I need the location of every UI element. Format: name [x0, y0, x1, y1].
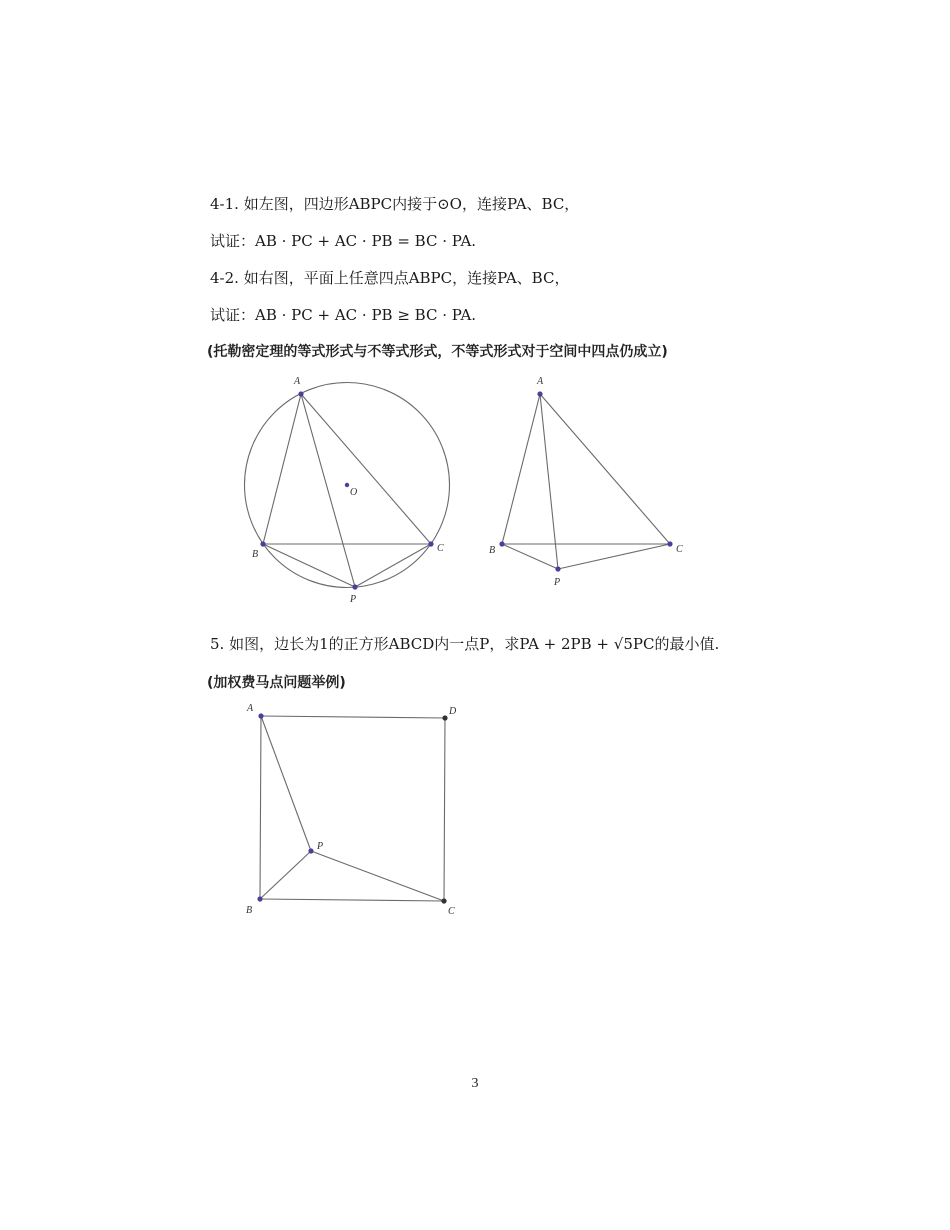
- point-C-2: [667, 541, 672, 546]
- label-D-3: D: [449, 706, 457, 717]
- ptolemy-note: (托勒密定理的等式形式与不等式形式，不等式形式对于空间中四点仍成立): [207, 344, 668, 360]
- problem-5-statement: 5. 如图，边长为1的正方形ABCD内一点P，求PA + 2PB + √5PC的最小值.: [210, 635, 720, 653]
- point-D-3: [442, 715, 447, 720]
- label-A: A: [294, 376, 301, 387]
- label-P: P: [350, 594, 357, 605]
- label-O: O: [350, 487, 358, 498]
- segment-CP: [355, 544, 431, 587]
- segment-BP-3: [260, 851, 311, 899]
- square-figure: [246, 703, 457, 917]
- point-O: [345, 483, 349, 487]
- point-B-2: [499, 541, 504, 546]
- segment-AC: [301, 394, 431, 544]
- label-P-3: P: [317, 841, 324, 852]
- segment-CP-2: [558, 544, 670, 569]
- segment-AP-3: [261, 716, 311, 851]
- segment-BA: [260, 716, 261, 899]
- point-B-3: [257, 896, 262, 901]
- segment-AB: [263, 394, 301, 544]
- label-A-3: A: [247, 703, 254, 714]
- segment-AP-2: [540, 394, 558, 569]
- point-A-2: [537, 391, 542, 396]
- point-C: [428, 541, 433, 546]
- segment-AB-2: [502, 394, 540, 544]
- page-number: 3: [471, 1076, 479, 1091]
- arbitrary-quadrilateral-figure: [489, 376, 683, 588]
- segment-BP-2: [502, 544, 558, 569]
- point-P-3: [308, 848, 313, 853]
- point-B: [260, 541, 265, 546]
- label-C: C: [437, 543, 444, 554]
- point-A: [298, 391, 303, 396]
- segment-AC-2: [540, 394, 670, 544]
- segment-DC: [444, 718, 445, 901]
- segment-AD: [261, 716, 445, 718]
- problem-4-2-claim: 试证：AB · PC + AC · PB ≥ BC · PA.: [210, 306, 477, 324]
- fermat-note: (加权费马点问题举例): [207, 675, 346, 691]
- point-P-2: [555, 566, 560, 571]
- label-B-2: B: [489, 545, 496, 556]
- label-P-2: P: [554, 577, 561, 588]
- segment-CP-3: [311, 851, 444, 901]
- problem-4-1-statement: 4-1. 如左图，四边形ABPC内接于⊙O，连接PA、BC，: [210, 195, 580, 213]
- label-B-3: B: [246, 905, 253, 916]
- point-C-3: [441, 898, 446, 903]
- label-C-2: C: [676, 544, 683, 555]
- label-C-3: C: [448, 906, 455, 917]
- label-A-2: A: [537, 376, 544, 387]
- segment-AP: [301, 394, 358, 587]
- point-A-3: [258, 713, 263, 718]
- label-B: B: [252, 549, 259, 560]
- problem-4-2-statement: 4-2. 如右图，平面上任意四点ABPC，连接PA、BC，: [210, 269, 570, 287]
- segment-CB: [260, 899, 444, 901]
- point-P: [352, 584, 357, 589]
- problem-4-1-claim: 试证：AB · PC + AC · PB = BC · PA.: [210, 232, 477, 250]
